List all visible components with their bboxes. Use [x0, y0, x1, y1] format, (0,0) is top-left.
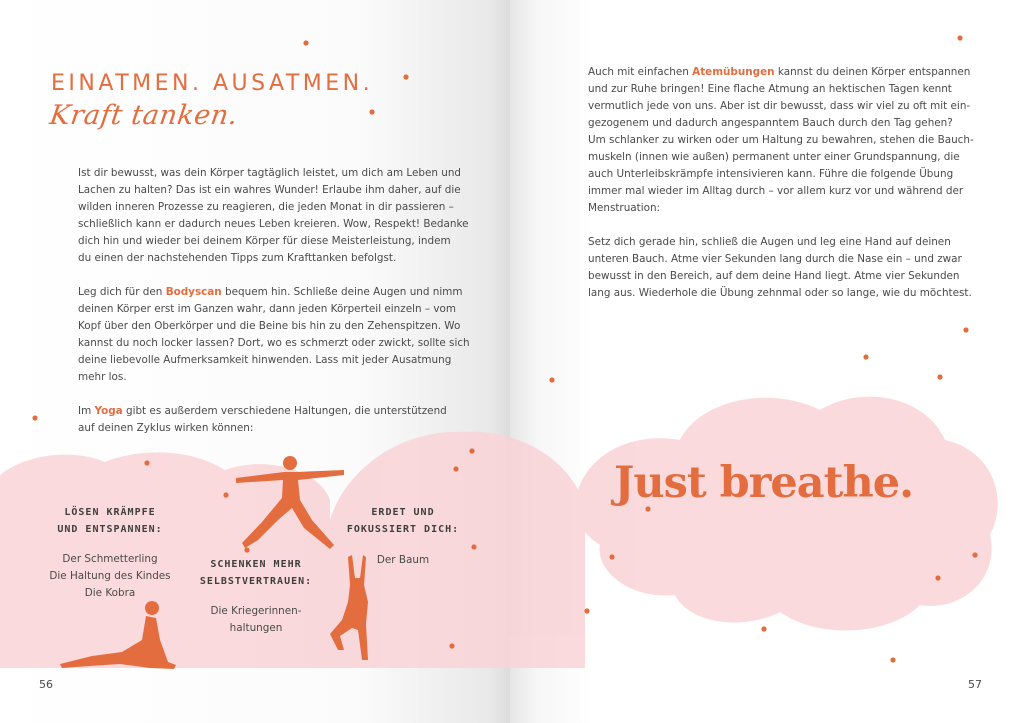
text-line: mehr los. [78, 371, 127, 383]
pose-group-1-heading [44, 504, 176, 538]
warrior-pose-icon [236, 456, 344, 549]
text-segment: Auch mit einfachen [588, 66, 693, 78]
heading-line: ERDET UND [371, 507, 435, 518]
text-line: Setz dich gerade hin, schließ die Augen und leg eine Hand auf deinen [588, 236, 951, 248]
text-line: muskeln (innen wie außen) permanent unter einer Grundspannung, die [588, 151, 960, 163]
text-line: bewusst in den Bereich, auf dem deine Hand liegt. Atme vier Sekunden [588, 270, 960, 282]
page-number-right: 57 [968, 678, 982, 691]
page-number-left: 56 [39, 678, 53, 691]
just-breathe-headline: Just breathe. [614, 458, 914, 508]
text-segment: kannst du deinen Körper entspannen [774, 66, 971, 78]
heading-line: SELBSTVERTRAUEN: [199, 576, 313, 587]
text-line: vermutlich jede von uns. Aber ist dir bewusst, dass wir viel zu oft mit ein- [588, 100, 971, 112]
text-line: unteren Bauch. Atme vier Sekunden lang durch die Nase ein – und zwar [588, 253, 962, 265]
pose-group-1-list [36, 551, 184, 602]
heading-line: LÖSEN KRÄMPFE [64, 507, 156, 518]
list-item: Die Haltung des Kindes [49, 570, 171, 582]
text-line: deine liebevolle Aufmerksamkeit hinwenden. Lass mit jeder Ausatmung [78, 354, 452, 366]
text-line: auf deinen Zyklus wirken können: [78, 422, 254, 434]
pose-group-3-heading [340, 504, 466, 538]
text-line: gezogenem und dadurch angespanntem Bauch durch den Tag gehen? [588, 117, 953, 129]
page-title: EINATMEN. AUSATMEN. [51, 71, 374, 96]
pose-group-2-heading [190, 556, 322, 590]
text-line: auch Unterleibskrämpfe intensivieren kann. Führe die folgende Übung [588, 168, 954, 180]
text-segment: gibt es außerdem verschiedene Haltungen, die unterstützend [122, 405, 447, 417]
text-segment: bequem hin. Schließe deine Augen und nimm [221, 286, 463, 298]
text-line: schließlich kann er dadurch neues Leben kreieren. Wow, Respekt! Bedanke [78, 218, 469, 230]
heading-line: UND ENTSPANNEN: [57, 524, 163, 535]
bodyscan-highlight: Bodyscan [165, 286, 222, 298]
text-segment: Leg dich für den [78, 286, 166, 298]
text-line: und zur Ruhe bringen! Eine flache Atmung an hektischen Tagen kennt [588, 83, 952, 95]
list-item: Die Kriegerinnen- [210, 605, 302, 617]
text-line: wilden inneren Prozesse zu reagieren, die jeden Monat in dir passieren – [78, 201, 454, 213]
list-item: Die Kobra [84, 587, 136, 599]
list-item: Der Schmetterling [62, 553, 158, 565]
text-line: Um schlanker zu wirken oder um Haltung zu bewahren, stehen die Bauch- [588, 134, 974, 146]
yoga-highlight: Yoga [94, 405, 123, 417]
breathing-paragraph [588, 64, 974, 302]
text-line: dich hin und wieder bei deinem Körper für diese Meisterleistung, indem [78, 235, 451, 247]
heading-line: FOKUSSIERT DICH: [346, 524, 460, 535]
text-segment: Im [78, 405, 95, 417]
atemuebungen-highlight: Atemübungen [692, 66, 775, 78]
cobra-pose-icon [60, 601, 176, 669]
heading-line: SCHENKEN MEHR [210, 559, 302, 570]
text-line: kannst du noch locker lassen? Dort, wo es schmerzt oder zwickt, sollte sich [78, 337, 470, 349]
text-line: du einen der nachstehenden Tipps zum Krafttanken befolgst. [78, 252, 397, 264]
text-line: Ist dir bewusst, was dein Körper tagtäglich leistet, um dich am Leben und [78, 167, 462, 179]
atemuebungen-line [588, 64, 974, 81]
pose-group-3-list [340, 552, 466, 569]
text-line: Menstruation: [588, 202, 661, 214]
list-item: haltungen [229, 622, 283, 634]
text-line: Kopf über den Oberkörper und die Beine bis hin zu den Zehenspitzen. Wo [78, 320, 461, 332]
list-item: Der Baum [376, 554, 430, 566]
script-subtitle: Kraft tanken. [47, 100, 240, 131]
pose-group-2-list [190, 603, 322, 637]
text-line: deinen Körper erst im Ganzen wahr, dann jeden Körperteil einzeln – vom [78, 303, 456, 315]
text-line: immer mal wieder im Alltag durch – vor allem kurz vor und während der [588, 185, 964, 197]
text-line: Lachen zu halten? Das ist ein wahres Wunder! Erlaube ihm daher, auf die [78, 184, 461, 196]
text-line: lang aus. Wiederhole die Übung zehnmal oder so lange, wie du möchtest. [588, 287, 972, 299]
tree-pose-icon [330, 555, 368, 660]
